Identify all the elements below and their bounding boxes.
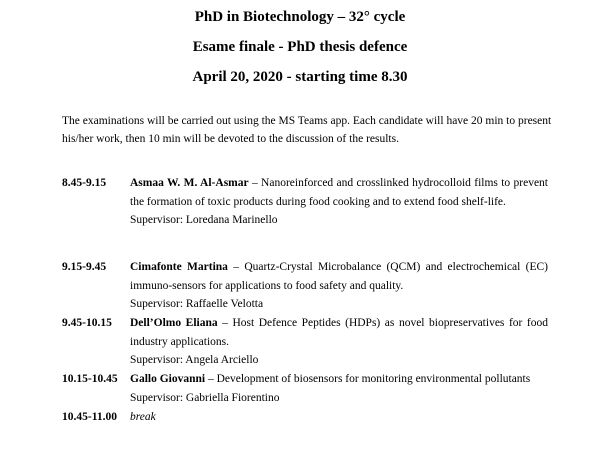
exam-title: Esame finale - PhD thesis defence [192,39,408,55]
thesis-title: Quartz-Crystal Microbalance (QCM) and electrochemical (EC) immuno-sensors for applications to food safety and quality. [130,261,549,292]
schedule-entry [62,314,548,370]
entry-separator: – [205,373,217,385]
entry-time: 9.15-9.45 [62,261,107,273]
entry-separator: – [227,261,245,273]
supervisor: Supervisor: Loredana Marinello [130,214,278,227]
thesis-title: Host Defence Peptides (HDPs) as novel biopreservatives for food industry applications. [130,317,548,348]
supervisor: Supervisor: Angela Arciello [130,354,259,367]
supervisor: Supervisor: Raffaelle Velotta [130,298,264,311]
entry-time: 10.45-11.00 [62,411,117,423]
schedule-list [62,174,548,427]
schedule-entry-break [62,408,548,427]
candidate-name: Cimafonte Martina [130,261,228,273]
program-title: PhD in Biotechnology – 32° cycle [194,9,406,25]
thesis-title: Development of biosensors for monitoring environmental pollutants [216,373,531,385]
entry-body [130,174,548,230]
candidate-name: Gallo Giovanni [130,373,206,385]
entry-body [130,370,548,407]
break-label: break [130,411,156,423]
entry-time: 8.45-9.15 [62,177,107,189]
schedule-entry [62,258,548,314]
entry-body [130,258,548,314]
entry-separator: – [248,177,262,189]
entry-separator: – [217,317,233,329]
entry-body [130,314,548,370]
entry-time: 9.45-10.15 [62,317,112,329]
candidate-name: Dell’Olmo Eliana [130,317,218,329]
supervisor: Supervisor: Gabriella Fiorentino [130,391,280,404]
entry-time: 10.15-10.45 [62,373,118,385]
intro-paragraph: The examinations will be carried out using the MS Teams app. Each candidate will have 20 min to present his/her work, then 10 min will be devoted to the discussion of the results. [62,115,552,145]
schedule-entry [62,174,548,258]
thesis-title: Nanoreinforced and crosslinked hydrocolloid films to prevent the formation of toxic products during food cooking and to extend food shelf-life. [130,177,548,208]
candidate-name: Asmaa W. M. Al-Asmar [130,177,249,189]
exam-date: April 20, 2020 - starting time 8.30 [192,69,408,85]
entry-body [130,408,548,427]
schedule-entry [62,370,548,408]
